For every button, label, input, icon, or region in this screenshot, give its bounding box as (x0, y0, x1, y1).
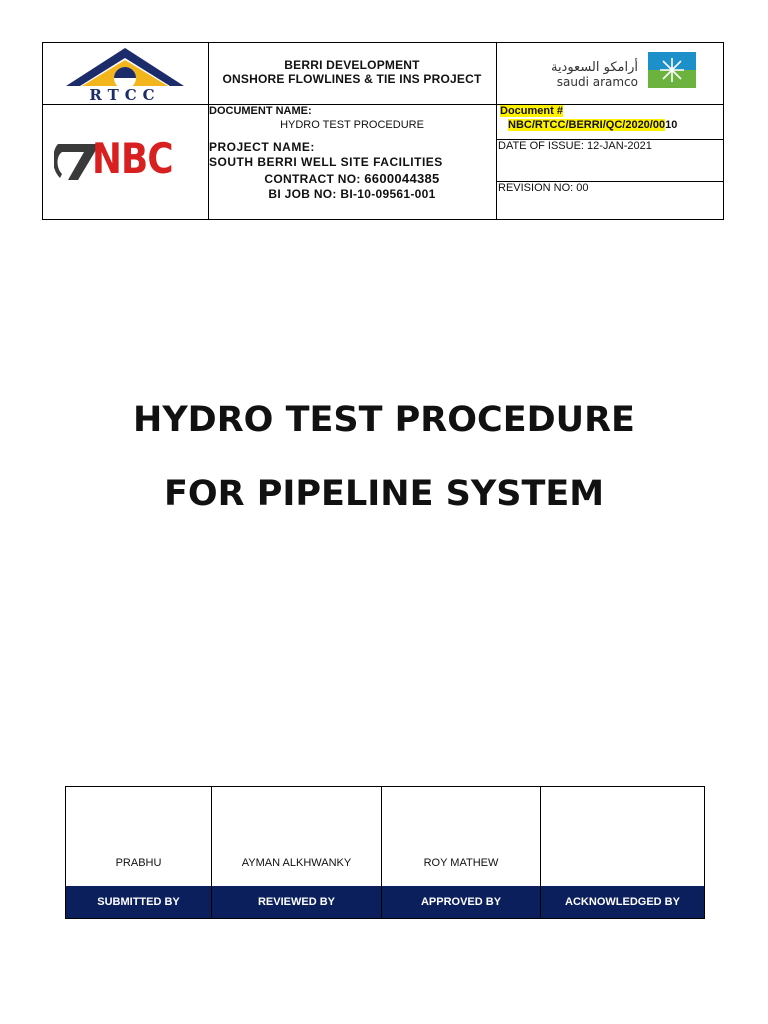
nbc-logo (54, 132, 194, 184)
project-line-1: BERRI DEVELOPMENT (284, 58, 420, 72)
document-number-rest: 10 (665, 119, 678, 131)
aramco-arabic-text: أرامكو السعودية (550, 60, 638, 75)
label-reviewed-by: REVIEWED BY (257, 896, 335, 908)
document-number-highlighted: NBC/RTCC/BERRI/QC/2020/00 (508, 119, 666, 131)
signatory-name-approved: ROY MATHEW (423, 857, 499, 869)
date-of-issue: DATE OF ISSUE: 12-JAN-2021 (498, 140, 652, 152)
aramco-star-icon (648, 52, 696, 88)
contract-label: CONTRACT NO: (264, 172, 365, 186)
label-approved-by: APPROVED BY (420, 896, 502, 908)
project-name-value: SOUTH BERRI WELL SITE FACILITIES (209, 155, 443, 169)
revision-number: REVISION NO: 00 (498, 182, 589, 194)
saudi-aramco-logo (520, 52, 700, 92)
project-name-label: PROJECT NAME: (209, 140, 315, 154)
signatory-name-submitted: PRABHU (115, 857, 162, 869)
signatory-name-reviewed: AYMAN ALKHWANKY (241, 857, 352, 869)
document-number-label-text: Document # (500, 105, 563, 117)
document-title-line-2: FOR PIPELINE SYSTEM (163, 474, 605, 514)
contract-value: 6600044385 (364, 171, 440, 186)
document-name-value: HYDRO TEST PROCEDURE (280, 119, 424, 131)
document-name-label: DOCUMENT NAME: (209, 105, 312, 117)
contract-number (208, 171, 496, 186)
document-title-line-1: HYDRO TEST PROCEDURE (133, 400, 635, 440)
label-acknowledged-by: ACKNOWLEDGED BY (565, 896, 680, 908)
aramco-latin-text: saudi aramco (556, 75, 638, 89)
document-number-label (500, 105, 563, 117)
rtcc-logo-text: RTCC (89, 86, 161, 104)
document-number-value (508, 119, 677, 131)
project-line-2: ONSHORE FLOWLINES & TIE INS PROJECT (222, 72, 482, 86)
nbc-logo-text: NBC (92, 134, 173, 183)
rtcc-logo (62, 44, 188, 104)
label-submitted-by: SUBMITTED BY (97, 896, 180, 908)
bi-job-number: BI JOB NO: BI-10-09561-001 (268, 187, 436, 201)
